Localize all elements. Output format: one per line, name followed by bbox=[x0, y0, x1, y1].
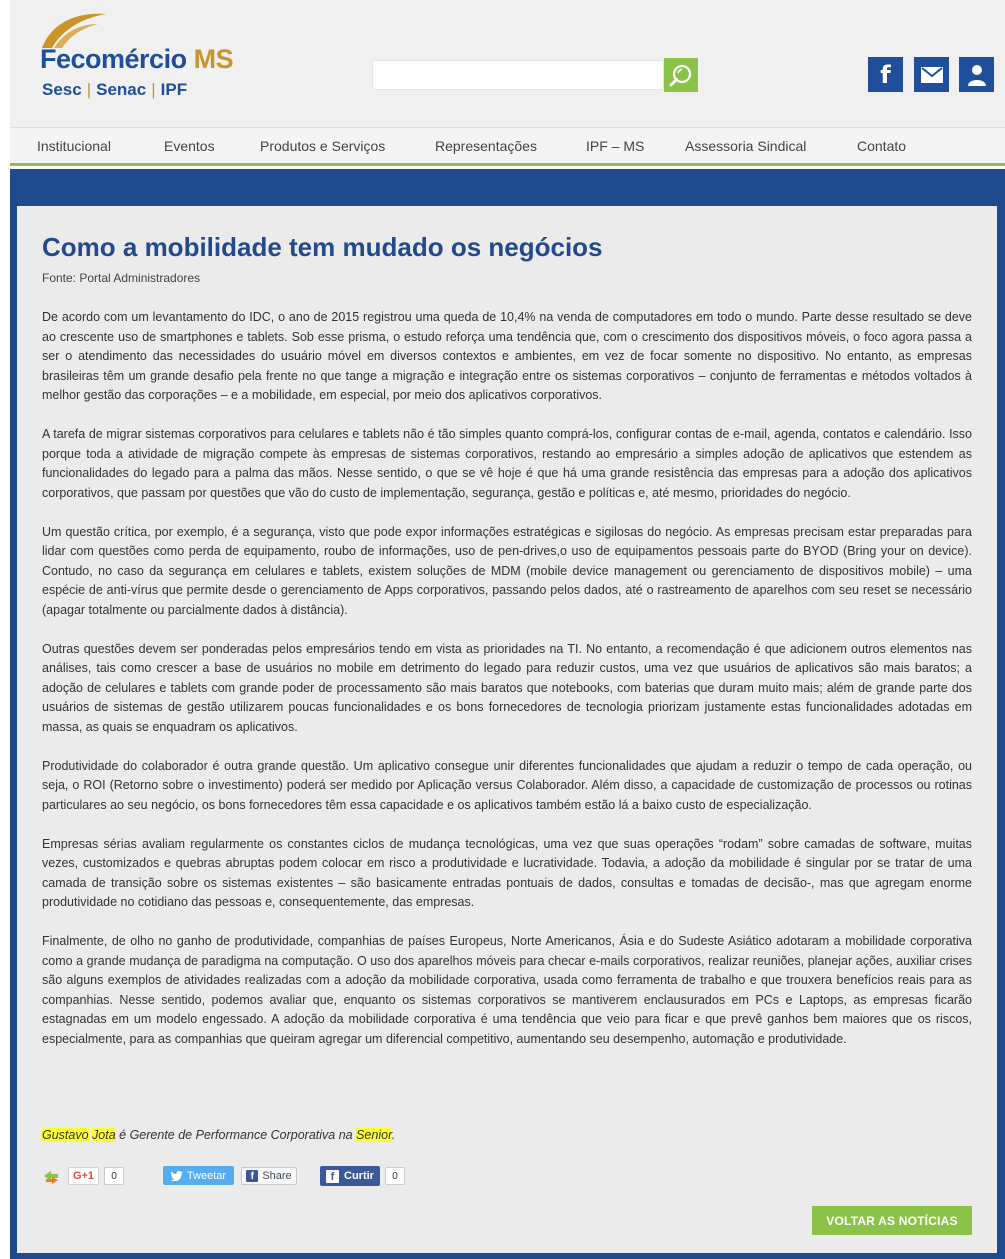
share-arrows-icon[interactable] bbox=[42, 1168, 60, 1186]
article-paragraph: De acordo com um levantamento do IDC, o ano de 2015 registrou uma queda de 10,4% na venda de computadores em todo o mundo. Parte desse resultado se deve ao crescente uso de smartphones e tablets. Sob esse prisma, o estudo reforça uma tendência que, com o crescimento dos dispositivos móveis, o foco agora passa a ser o atendimento das necessidades do usuário móvel em diversos contextos e ambientes, em vez de focar somente no dispositivo. No entanto, as empresas brasileiras têm um grande desafio pela frente no que tange a migração e integração entre os sistemas corporativos – conjunto de ferramentas e métodos voltados à melhor gestão das corporações – e a mobilidade, em especial, por meio dos aplicativos corporativos. bbox=[42, 310, 972, 402]
nav-item-representacoes[interactable]: Representações bbox=[435, 138, 537, 154]
search-icon bbox=[668, 62, 694, 88]
mail-button[interactable] bbox=[914, 57, 949, 92]
facebook-like-count: 0 bbox=[385, 1167, 405, 1185]
site-header bbox=[10, 0, 1005, 128]
article-paragraph: A tarefa de migrar sistemas corporativos para celulares e tablets não é tão simples quanto comprá-los, configurar contas de e-mail, agenda, contatos e calendário. Isso porque toda a atividade de migração compete às empresas de sistemas corporativos, restando ao empresário a simples adoção de aplicativos que estendem as funcionalidades do legado para a palma das mãos. Nesse sentido, o que se vê hoje é que há uma grande resistência das empresas para a adoção dos aplicativos corporativos, que passam por questões que vão do custo de implementação, segurança, gestão e políticas e, até mesmo, prioridades do negócio. bbox=[42, 427, 972, 500]
nav-item-produtos-servicos[interactable]: Produtos e Serviços bbox=[260, 138, 386, 154]
article-paragraph: Empresas sérias avaliam regularmente os constantes ciclos de mudança tecnológicas, uma vez que suas operações “rodam” sobre camadas de software, muitas vezes, customizados e quebras abruptas podem colocar em risco a produtividade e lucratividade. Todavia, a adoção da mobilidade é singular por se tratar de uma camada de transição sobre os sistemas existentes – são basicamente entradas pontuais de dados, consultas e tomadas de decisão-, mas que agregam enorme produtividade no cotidiano das pessoas e, consequentemente, das empresas. bbox=[42, 836, 972, 909]
author-first-name: Gustavo bbox=[42, 1128, 89, 1142]
logo-brand-text: Fecomércio MS bbox=[40, 44, 234, 74]
nav-item-contato[interactable]: Contato bbox=[857, 138, 907, 154]
article-author bbox=[42, 1128, 395, 1142]
tweet-label: Tweetar bbox=[186, 1169, 227, 1182]
google-plus-count: 0 bbox=[104, 1167, 124, 1185]
facebook-like-label: Curtir bbox=[344, 1170, 374, 1182]
nav-item-ipf-ms[interactable]: IPF – MS bbox=[586, 138, 645, 154]
facebook-icon: f bbox=[880, 60, 891, 89]
author-role: é Gerente de Performance Corporativa na bbox=[115, 1128, 357, 1142]
nav-item-institucional[interactable]: Institucional bbox=[37, 138, 111, 154]
author-company: Senior bbox=[356, 1128, 392, 1142]
search-input[interactable] bbox=[372, 60, 664, 90]
article-paragraph: Um questão crítica, por exemplo, é a segurança, visto que pode expor informações estratégicas e sigilosas do negócio. As empresas precisam estar preparadas para lidar com questões como perda de equipamento, roubo de informações, uso de pen-drives,o uso de equipamentos pessoais parte do BYOD (Bring your on device). Contudo, no caso da segurança em celulares e tablets, existem soluções de MDM (mobile device management ou gerenciamento de dispositivos mobile) – uma espécie de anti-vírus que permite desde o gerenciamento de Apps corporativos, passando pelos dados, até o rastreamento de aparelhos com seu reset se necessário (apagar totalmente ou parcialmente dados à distância). bbox=[42, 524, 972, 617]
search-button[interactable] bbox=[664, 58, 698, 92]
share-bar bbox=[42, 1166, 442, 1188]
article-paragraph: Outras questões devem ser ponderadas pelos empresários tendo em vista as prioridades na TI. No entanto, a recomendação é que adicionem outros elementos nas análises, tais como crescer a base de usuários no mobile em detrimento do legado para reduzir custos, uma vez que usuários de aplicativos são mais baratos; a adoção de celulares e tablets com grande poder de processamento são mais baratos que notebooks, com baterias que duram muito mais; além de grande parte dos usuários de sistemas de gestão utilizarem poucas funcionalidades e os bons fornecedores de tecnologia priorizam justamente estas funcionalidades adotadas em massa, as quais se enquadram os aplicativos. bbox=[42, 641, 972, 734]
back-to-news-button[interactable]: VOLTAR AS NOTÍCIAS bbox=[812, 1206, 972, 1235]
main-nav bbox=[10, 128, 1005, 166]
twitter-bird-icon bbox=[171, 1171, 183, 1181]
article-source: Fonte: Portal Administradores bbox=[42, 271, 201, 285]
facebook-like-button[interactable] bbox=[320, 1166, 380, 1186]
logo-subbrands: Sesc | Senac | IPF bbox=[42, 80, 188, 99]
facebook-share-icon: f bbox=[246, 1170, 258, 1182]
google-plus-button[interactable]: G+1 bbox=[68, 1167, 99, 1185]
mail-icon bbox=[921, 67, 943, 83]
nav-item-eventos[interactable]: Eventos bbox=[164, 138, 215, 154]
author-last-name: Jota bbox=[92, 1128, 116, 1142]
site-logo[interactable] bbox=[22, 8, 262, 98]
facebook-share-label: Share bbox=[262, 1170, 292, 1182]
article-container bbox=[17, 206, 997, 1253]
tweet-button[interactable] bbox=[163, 1166, 234, 1185]
user-icon bbox=[967, 64, 987, 86]
user-button[interactable] bbox=[959, 57, 994, 92]
article-title: Como a mobilidade tem mudado os negócios bbox=[42, 232, 603, 262]
article-paragraph: Produtividade do colaborador é outra grande questão. Um aplicativo consegue unir diferentes funcionalidades que ajudam a reduzir o tempo de cada operação, ou seja, o ROI (Retorno sobre o investimento) poderá ser medido por Aplicação versus Colaborador. Além disso, a capacidade de customização de processos ou rotinas particulares ao seu negócio, os bons fornecedores têm essa capacidade e os aplicativos também estão lá a baixo custo de especialização. bbox=[42, 758, 972, 812]
nav-item-assessoria-sindical[interactable]: Assessoria Sindical bbox=[685, 138, 807, 154]
facebook-button[interactable] bbox=[868, 57, 903, 92]
article-paragraph: Finalmente, de olho no ganho de produtividade, companhias de países Europeus, Norte Americanos, Ásia e do Sudeste Asiático adotaram a mobilidade corporativa como a grande mudança de paradigma na computação. O uso dos aparelhos móveis para checar e-mails corporativos, realizar reuniões, planejar ações, auxiliar crises são alguns exemplos de atividades realizadas com a adoção da mobilidade corporativa, usada como ferramenta de trabalho e que trouxera benefícios reais para as companhias. Nesse sentido, podemos avaliar que, enquanto os sistemas corporativos se mantiverem enclausurados em PCs e Laptops, as empresas ficarão estagnadas em um modelo engessado. A adoção da mobilidade corporativa é uma tendência que veio para ficar e que prevê ganhos bem maiores que os riscos, especialmente, para as companhias que queiram agregar um diferencial competitivo, aumentando seu desempenho, automação e produtividade. bbox=[42, 934, 972, 1046]
facebook-share-button[interactable] bbox=[241, 1167, 297, 1185]
article-body bbox=[42, 308, 972, 1069]
author-end: . bbox=[391, 1128, 396, 1142]
facebook-like-icon: f bbox=[326, 1170, 339, 1183]
